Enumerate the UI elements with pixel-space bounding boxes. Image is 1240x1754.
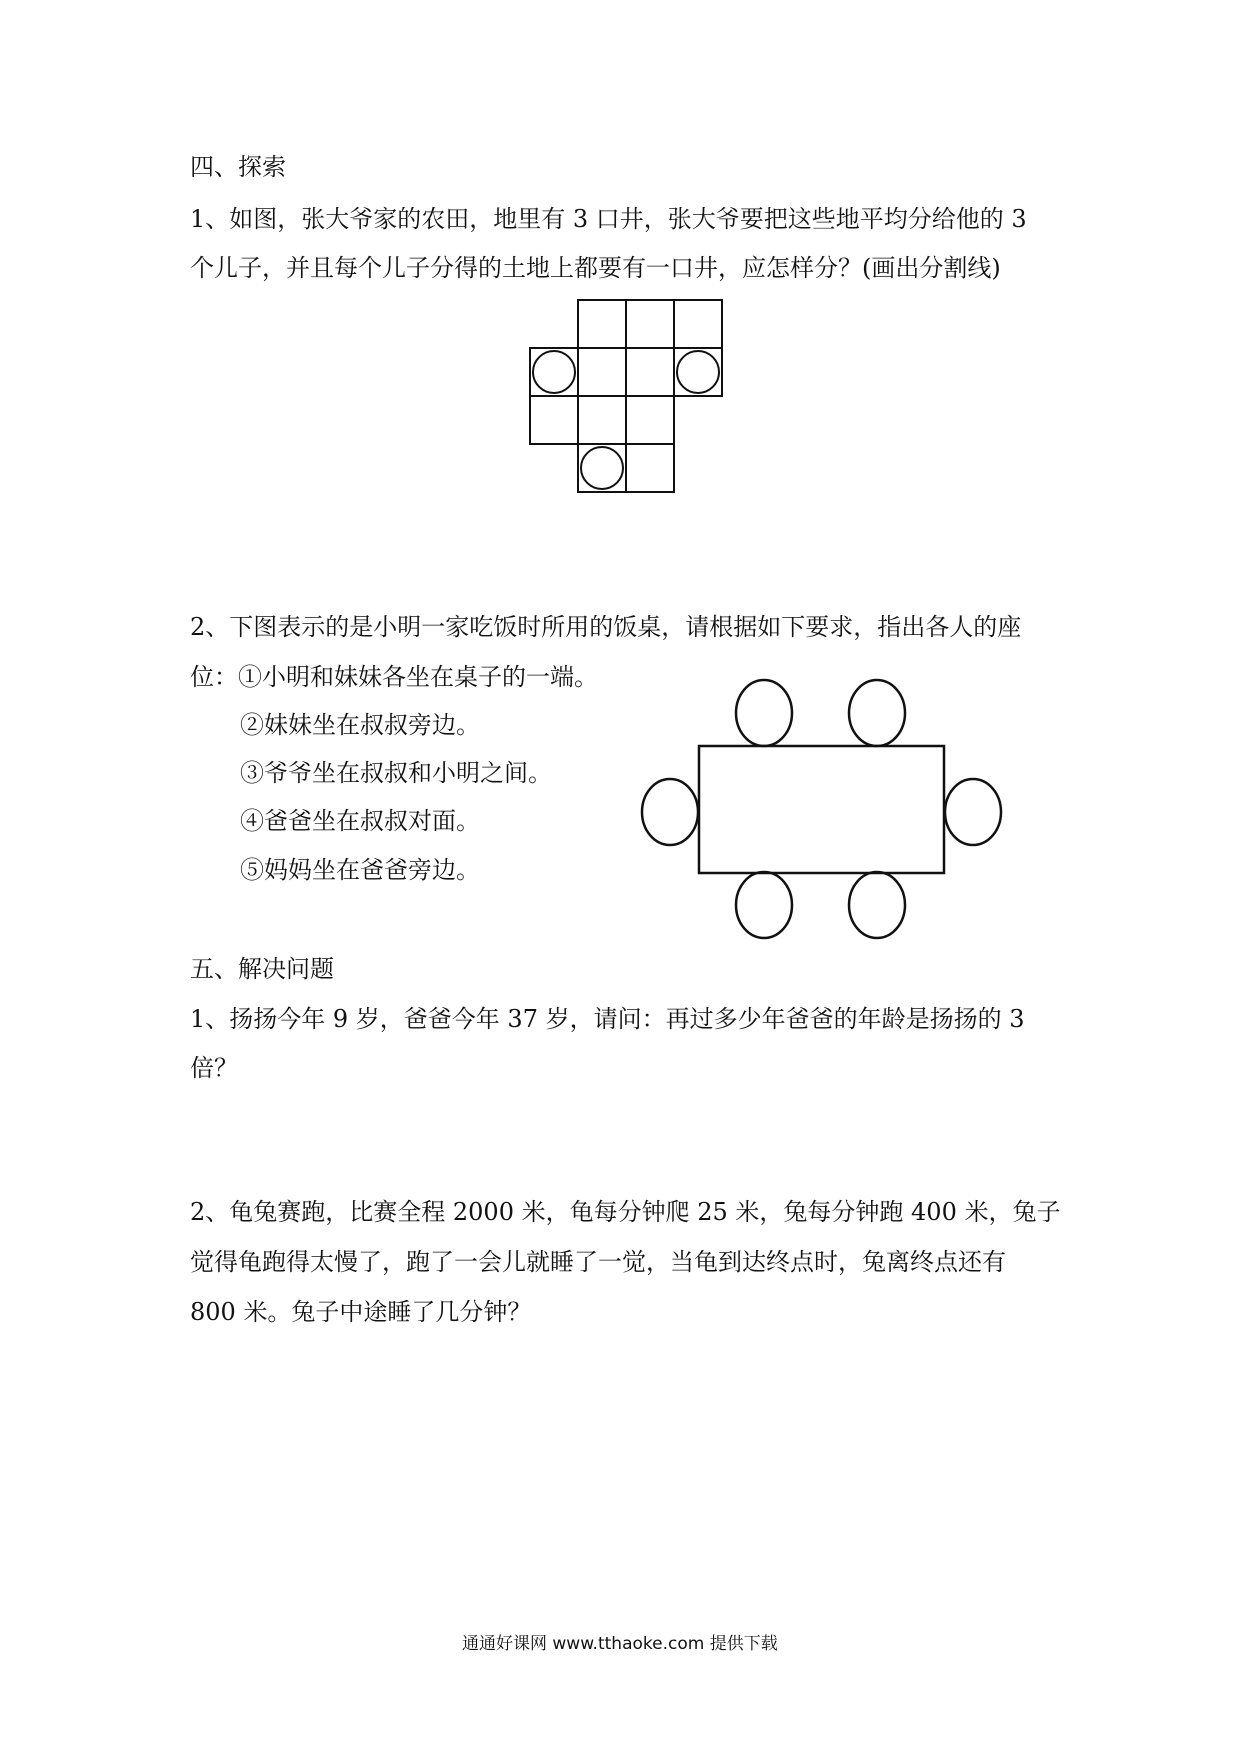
section5-heading: 五、解决问题 — [190, 955, 334, 983]
seat-top-left — [736, 680, 792, 746]
q1-line2: 个儿子，并且每个儿子分得的土地上都要有一口井，应怎样分？(画出分割线) — [190, 254, 1001, 282]
q2-line2: 位：①小明和妹妹各坐在桌子的一端。 — [190, 663, 598, 691]
s5-q1-line1: 1、扬扬今年 9 岁，爸爸今年 37 岁，请问：再过多少年爸爸的年龄是扬扬的 3 — [190, 1005, 1025, 1033]
q2-line1: 2、下图表示的是小明一家吃饭时所用的饭桌，请根据如下要求，指出各人的座 — [190, 613, 1022, 641]
dining-table-figure — [642, 680, 1001, 938]
s5-q2-line1: 2、龟兔赛跑，比赛全程 2000 米，龟每分钟爬 25 米，兔每分钟跑 400 米，兔子 — [190, 1198, 1061, 1226]
q2-condition-5: ⑤妈妈坐在爸爸旁边。 — [240, 856, 480, 884]
footer-credit: 通通好课网 www.tthaoke.com 提供下载 — [462, 1634, 778, 1654]
well-icon-bottom — [581, 447, 623, 489]
s5-q2-line2: 觉得龟跑得太慢了，跑了一会儿就睡了一觉，当龟到达终点时，兔离终点还有 — [190, 1248, 1006, 1276]
well-icon-left — [533, 351, 575, 393]
q1-line1: 1、如图，张大爷家的农田，地里有 3 口井，张大爷要把这些地平均分给他的 3 — [190, 205, 1027, 233]
q2-condition-4: ④爸爸坐在叔叔对面。 — [240, 807, 480, 835]
farmland-grid — [530, 300, 722, 492]
table — [699, 746, 944, 873]
q2-condition-3: ③爷爷坐在叔叔和小明之间。 — [240, 759, 552, 787]
seat-top-right — [849, 680, 905, 746]
s5-q1-line2: 倍？ — [190, 1054, 238, 1082]
section4-heading: 四、探索 — [190, 153, 286, 181]
seat-left-end — [642, 779, 698, 845]
seat-bottom-left — [736, 872, 792, 938]
seat-right-end — [945, 779, 1001, 845]
well-icon-right — [677, 351, 719, 393]
seat-bottom-right — [849, 872, 905, 938]
q2-condition-2: ②妹妹坐在叔叔旁边。 — [240, 711, 480, 739]
s5-q2-line3: 800 米。兔子中途睡了几分钟？ — [190, 1298, 532, 1326]
